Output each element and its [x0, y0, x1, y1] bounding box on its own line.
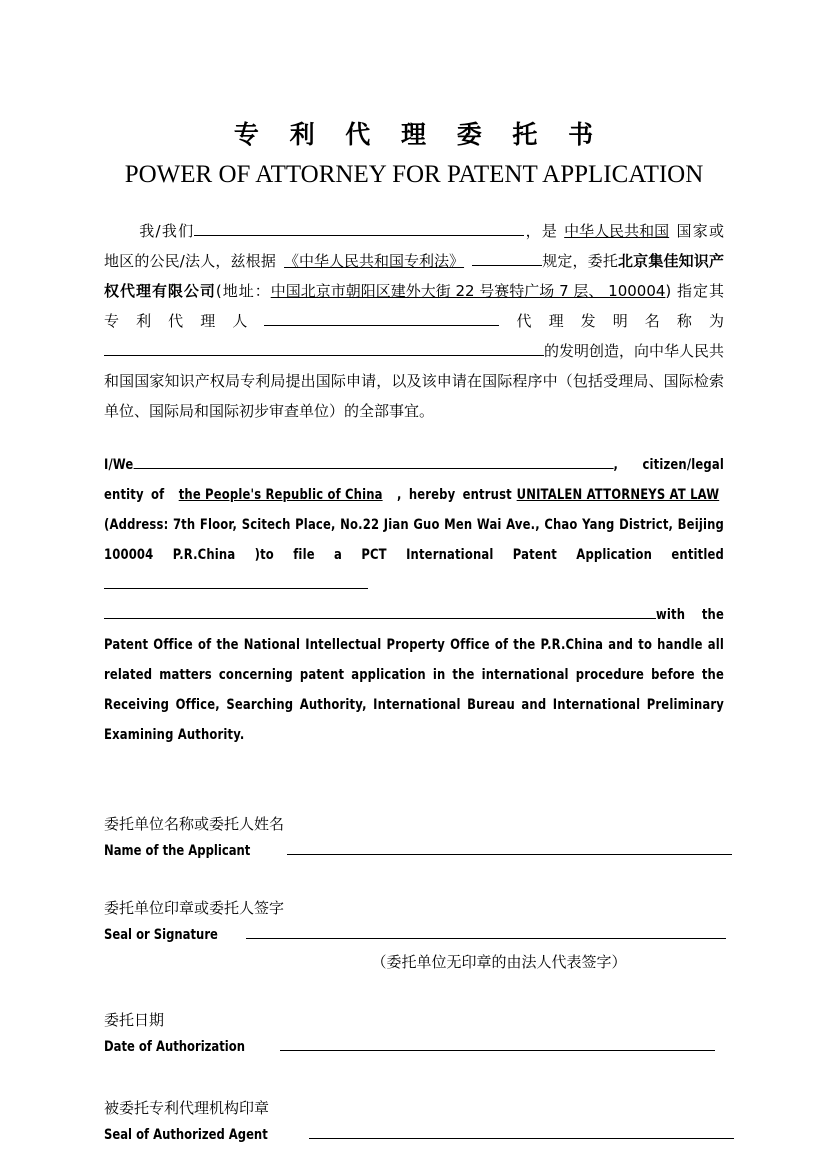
cn-seg-4: 规定，委托	[542, 252, 619, 270]
agent-seal-line[interactable]	[309, 1123, 734, 1139]
en-seg-1: I/We	[104, 457, 134, 473]
agency-name-cn: 北京集佳知识产权代理有限公司	[104, 252, 724, 300]
en-seg-5: with the Patent Office of the National Intellectual Property Office of the P.R.China and to handle all related matters concerning patent application in the international procedure before the Receiving Office, Searching Authority, International Bureau and International Preliminary Examining Authority.	[104, 607, 724, 743]
label-cn-agent-seal: 被委托专利代理机构印章	[104, 1099, 270, 1117]
cn-seg-8: 的发明创造，向中华人民共和国国家知识产权局专利局提出国际申请，以及该申请在国际程序中（包括受理局、国际检索单位、国际局和国际初步审查单位）的全部事宜。	[104, 342, 725, 420]
applicant-name-blank-en[interactable]	[133, 450, 613, 469]
page-title-chinese: 专 利 代 理 委 托 书	[233, 120, 605, 149]
country-underlined-en: the People's Republic of China	[178, 487, 383, 503]
en-seg-3: , hereby entrust	[397, 487, 512, 503]
cn-seg-1: 我/我们	[138, 222, 195, 240]
date-signature-line[interactable]	[280, 1035, 715, 1051]
document-content	[104, 118, 724, 1152]
agency-address-cn: 中国北京市朝阳区建外大街 22 号赛特广场 7 层、 100004	[270, 282, 666, 300]
label-cn-date: 委托日期	[104, 1011, 165, 1029]
cn-seg-6: ) 指定其专利代理人	[104, 282, 724, 330]
label-cn-applicant-name: 委托单位名称或委托人姓名	[104, 815, 285, 833]
label-en-applicant-name: Name of the Applicant	[104, 843, 251, 859]
label-en-seal-or-signature: Seal or Signature	[104, 927, 218, 943]
invention-title-blank-en-2[interactable]	[104, 600, 656, 619]
en-seg-4: (Address: 7th Floor, Scitech Place, No.22 Jian Guo Men Wai Ave., Chao Yang District, Beijing 100004 P.R.China )to file a PCT International Patent Application entitled	[104, 517, 724, 563]
label-en-date-row	[104, 1034, 724, 1060]
english-body-paragraph	[104, 450, 724, 750]
firm-name-en: UNITALEN ATTORNEYS AT LAW	[516, 487, 720, 503]
section-spacer	[104, 750, 724, 806]
note-legal-representative: （委托单位无印章的由法人代表签字）	[371, 953, 627, 971]
signature-field-date	[104, 1006, 724, 1060]
paragraph-spacer	[104, 426, 724, 450]
cn-seg-2: ，是	[524, 222, 559, 240]
agent-name-blank-cn[interactable]	[264, 308, 499, 326]
cn-seg-7: 代理发明名称为	[499, 312, 724, 330]
applicant-name-blank-cn[interactable]	[194, 218, 524, 236]
invention-title-blank-en-1[interactable]	[104, 570, 368, 589]
law-underlined-cn: 《中华人民共和国专利法》	[284, 252, 465, 270]
cn-seg-5: (地址：	[215, 282, 271, 300]
en-seg-2: , citizen/legal entity of	[104, 457, 724, 503]
field-gap-2	[104, 980, 724, 1006]
label-en-seal-or-signature-row	[104, 922, 724, 948]
field-gap-3	[104, 1064, 724, 1094]
label-en-date: Date of Authorization	[104, 1039, 245, 1055]
country-underlined-cn: 中华人民共和国	[564, 222, 670, 240]
seal-signature-line[interactable]	[246, 923, 726, 939]
label-cn-seal-or-signature: 委托单位印章或委托人签字	[104, 899, 285, 917]
cn-seg-3: 国家或地区的公民/法人，兹根据	[104, 222, 724, 270]
law-trailing-blank[interactable]	[472, 248, 542, 266]
signature-field-applicant-name	[104, 810, 724, 864]
chinese-body-paragraph	[104, 216, 724, 426]
invention-title-blank-cn[interactable]	[104, 338, 544, 356]
field-gap-1	[104, 868, 724, 894]
signature-field-agent-seal	[104, 1094, 724, 1148]
signature-block	[104, 810, 724, 1148]
applicant-name-signature-line[interactable]	[287, 839, 732, 855]
label-en-agent-seal: Seal of Authorized Agent	[104, 1127, 268, 1143]
page-title-english: POWER OF ATTORNEY FOR PATENT APPLICATION	[124, 161, 704, 188]
label-en-agent-seal-row	[104, 1122, 724, 1148]
signature-field-seal-or-signature	[104, 894, 724, 976]
label-en-applicant-name-row	[104, 838, 724, 864]
